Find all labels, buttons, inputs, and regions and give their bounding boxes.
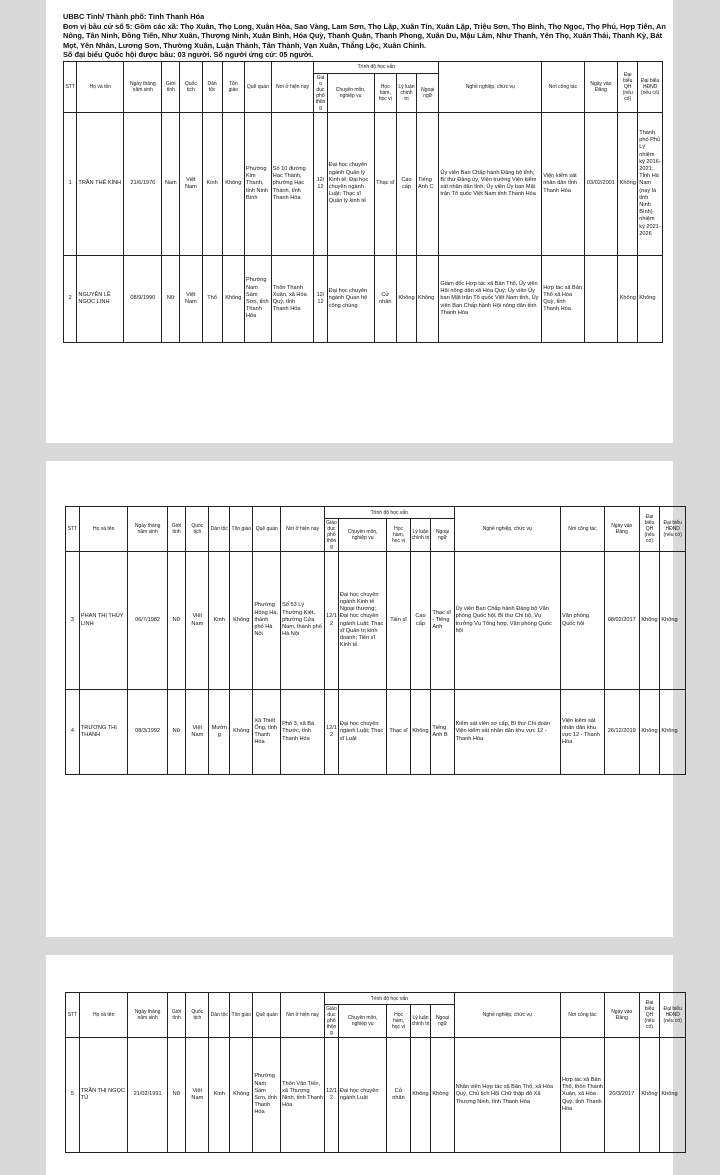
column-header-party_date: Ngày vào Đảng bbox=[604, 507, 639, 552]
column-header-political: Lý luận chính trị bbox=[410, 1005, 431, 1038]
cell-stt: 1 bbox=[64, 112, 77, 255]
cell-ethnicity: Kinh bbox=[209, 1038, 230, 1153]
cell-na-delegate: Không bbox=[639, 552, 660, 690]
unit-title: UBBC Tỉnh/ Thành phố: Tỉnh Thanh Hóa bbox=[63, 12, 205, 21]
column-header-degree: Học hàm, học vị bbox=[374, 73, 396, 112]
cell-general-edu: 12/12 bbox=[314, 255, 327, 342]
cell-name: TRƯƠNG THỊ THANH bbox=[79, 690, 128, 775]
cell-party-date: 03/02/2001 bbox=[584, 112, 618, 255]
cell-dob: 08/9/1990 bbox=[124, 255, 162, 342]
cell-occupation: Nhân viên Hợp tác xã Bản Thổ, xã Hóa Quỳ, Chủ tịch Hội Chữ thập đỏ Xã Thượng Ninh, tỉnh Thanh Hóa bbox=[454, 1038, 560, 1153]
column-header-workplace: Nơi công tác bbox=[560, 507, 604, 552]
column-header-pc_delegate: Đại biểu HĐND (nếu có) bbox=[660, 993, 686, 1038]
column-header-nationality: Quốc tịch bbox=[186, 993, 209, 1038]
cell-specialty: Đại học chuyên ngành Kinh tế Ngoại thương; Đại học chuyên ngành Luật; Thạc sĩ Quản trị kinh doanh; Tiến sĩ Kinh tế bbox=[338, 552, 387, 690]
cell-specialty: Đại học chuyên ngành Luật; Thạc sĩ Luật bbox=[338, 690, 387, 775]
cell-gender: Nữ bbox=[167, 690, 186, 775]
cell-specialty: Đại học chuyên ngành Luật bbox=[338, 1038, 387, 1153]
candidate-row bbox=[66, 1038, 686, 1153]
cell-stt: 3 bbox=[66, 552, 80, 690]
cell-occupation: Kiểm sát viên sơ cấp, Bí thư Chi đoàn Viện kiểm sát nhân dân khu vực 12 - Thanh Hóa bbox=[454, 690, 560, 775]
cell-political: Không bbox=[410, 690, 431, 775]
column-header-ethnicity: Dân tộc bbox=[209, 993, 230, 1038]
cell-na-delegate: Không bbox=[618, 255, 638, 342]
column-header-na_delegate: Đại biểu QH (nếu có) bbox=[639, 507, 660, 552]
column-header-occupation: Nghề nghiệp, chức vụ bbox=[439, 61, 542, 112]
cell-degree: Thạc sĩ bbox=[374, 112, 396, 255]
cell-workplace: Viện kiểm sát nhân dân khu vực 12 - Thanh Hóa bbox=[560, 690, 604, 775]
column-header-na_delegate: Đại biểu QH (nếu có) bbox=[618, 61, 638, 112]
cell-language: Tiếng Anh B bbox=[431, 690, 454, 775]
column-header-name: Họ và tên bbox=[77, 61, 124, 112]
column-header-gender: Giới tính bbox=[162, 61, 180, 112]
cell-residence: Số 10 đường Hạc Thành, phường Hạc Thành, tỉnh Thanh Hóa bbox=[271, 112, 313, 255]
cell-na-delegate: Không bbox=[639, 1038, 660, 1153]
cell-specialty: Đại học chuyên ngành Quản lý Kinh tế; Đại học chuyên ngành Luật; Thạc sĩ Quản lý kinh tế bbox=[327, 112, 374, 255]
column-header-education: Trình độ học vấn bbox=[325, 993, 455, 1005]
cell-gender: Nữ bbox=[162, 255, 180, 342]
cell-language: Thạc sĩ - Tiếng Anh bbox=[431, 552, 454, 690]
column-header-occupation: Nghề nghiệp, chức vụ bbox=[454, 993, 560, 1038]
document-page-3 bbox=[46, 955, 682, 1175]
column-header-hometown: Quê quán bbox=[244, 61, 271, 112]
column-header-gender: Giới tính bbox=[167, 993, 186, 1038]
cell-political: Không bbox=[396, 255, 416, 342]
column-header-religion: Tôn giáo bbox=[230, 507, 253, 552]
cell-language: Không bbox=[431, 1038, 454, 1153]
cell-degree: Cử nhân bbox=[387, 1038, 410, 1153]
cell-party-date: 26/12/2019 bbox=[604, 690, 639, 775]
candidate-row bbox=[66, 690, 686, 775]
cell-language: Tiếng Anh C bbox=[417, 112, 439, 255]
cell-hometown: Phường Kim Thanh, tỉnh Ninh Bình bbox=[244, 112, 271, 255]
cell-dob: 08/3/1992 bbox=[128, 690, 167, 775]
cell-hometown: Phường Hồng Hà, thành phố Hà Nội bbox=[253, 552, 281, 690]
cell-residence: Phố 3, xã Bá Thước, tỉnh Thanh Hóa bbox=[281, 690, 325, 775]
cell-general-edu: 12/12 bbox=[325, 552, 339, 690]
cell-pc-delegate: Thành phố Phủ Lý nhiệm kỳ 2016-2021; Tỉnh Hà Nam (nay là tỉnh Ninh Bình) nhiệm kỳ 2021-2026 bbox=[638, 112, 663, 255]
cell-party-date bbox=[584, 255, 618, 342]
cell-dob: 21/02/1991 bbox=[128, 1038, 167, 1153]
cell-religion: Không bbox=[222, 112, 244, 255]
column-header-degree: Học hàm, học vị bbox=[387, 519, 410, 552]
cell-dob: 06/7/1982 bbox=[128, 552, 167, 690]
cell-name: PHAN THỊ THÙY LINH bbox=[79, 552, 128, 690]
cell-ethnicity: Kinh bbox=[202, 112, 222, 255]
candidate-row bbox=[64, 112, 663, 255]
column-header-dob: Ngày tháng năm sinh bbox=[128, 993, 167, 1038]
cell-religion: Không bbox=[230, 552, 253, 690]
column-header-stt: STT bbox=[66, 993, 80, 1038]
cell-religion: Không bbox=[230, 1038, 253, 1153]
seat-summary: Số đại biểu Quốc hội được bầu: 03 người. Số người ứng cử: 05 người. bbox=[63, 50, 314, 60]
column-header-na_delegate: Đại biểu QH (nếu có) bbox=[639, 993, 660, 1038]
column-header-party_date: Ngày vào Đảng bbox=[604, 993, 639, 1038]
cell-name: NGUYỄN LÊ NGỌC LINH bbox=[77, 255, 124, 342]
column-header-general_edu: Giáo dục phổ thông bbox=[326, 1006, 337, 1036]
column-header-dob: Ngày tháng năm sinh bbox=[128, 507, 167, 552]
cell-religion: Không bbox=[222, 255, 244, 342]
cell-workplace: Văn phòng Quốc hội bbox=[560, 552, 604, 690]
cell-pc-delegate: Không bbox=[660, 1038, 686, 1153]
cell-stt: 2 bbox=[64, 255, 77, 342]
cell-gender: Nam bbox=[162, 112, 180, 255]
column-header-political: Lý luận chính trị bbox=[410, 519, 431, 552]
column-header-workplace: Nơi công tác bbox=[560, 993, 604, 1038]
document-page-2 bbox=[46, 461, 682, 937]
cell-political: Không bbox=[410, 1038, 431, 1153]
cell-religion: Không bbox=[230, 690, 253, 775]
column-header-stt: STT bbox=[66, 507, 80, 552]
column-header-general_edu: Giáo dục phổ thông bbox=[315, 74, 326, 111]
cell-degree: Cử nhân bbox=[374, 255, 396, 342]
column-header-residence: Nơi ở hiện nay bbox=[281, 507, 325, 552]
cell-degree: Tiến sĩ bbox=[387, 552, 410, 690]
cell-hometown: Xã Thiết Ống, tỉnh Thanh Hóa bbox=[253, 690, 281, 775]
column-header-religion: Tôn giáo bbox=[230, 993, 253, 1038]
cell-nationality: Việt Nam bbox=[186, 552, 209, 690]
column-header-party_date: Ngày vào Đảng bbox=[584, 61, 618, 112]
cell-specialty: Đại học chuyên ngành Quan hệ công chúng bbox=[327, 255, 374, 342]
cell-pc-delegate: Không bbox=[638, 255, 663, 342]
column-header-religion: Tôn giáo bbox=[222, 61, 244, 112]
column-header-pc_delegate: Đại biểu HĐND (nếu có) bbox=[638, 61, 663, 112]
cell-residence: Số 53 Lý Thường Kiệt, phường Cửa Nam, thành phố Hà Nội bbox=[281, 552, 325, 690]
column-header-language: Ngoại ngữ bbox=[417, 73, 439, 112]
candidate-row bbox=[66, 552, 686, 690]
cell-occupation: Giám đốc Hợp tác xã Bản Thổ, Ủy viên Hội nông dân xã Hóa Quỳ; Ủy viên Ủy ban Mặt trận Tổ quốc Việt Nam tỉnh, Ủy viên Ban Chấp hành Hội nông dân tỉnh Thanh Hóa bbox=[439, 255, 542, 342]
column-header-gender: Giới tính bbox=[167, 507, 186, 552]
cell-nationality: Việt Nam bbox=[180, 112, 202, 255]
column-header-education: Trình độ học vấn bbox=[325, 507, 455, 519]
column-header-dob: Ngày tháng năm sinh bbox=[124, 61, 162, 112]
cell-language: Không bbox=[417, 255, 439, 342]
document-page-1 bbox=[46, 0, 673, 443]
candidate-table bbox=[65, 992, 686, 1153]
column-header-political: Lý luận chính trị bbox=[396, 73, 416, 112]
column-header-ethnicity: Dân tộc bbox=[209, 507, 230, 552]
column-header-pc_delegate: Đại biểu HĐND (nếu có) bbox=[660, 507, 686, 552]
column-header-nationality: Quốc tịch bbox=[186, 507, 209, 552]
cell-degree: Thạc sĩ bbox=[387, 690, 410, 775]
cell-occupation: Ủy viên Ban Chấp hành Đảng bộ tỉnh; Bí thư Đảng ủy, Viện trưởng Viện kiểm sát nhân dân tỉnh; Ủy viên Ủy ban Mặt trận Tổ quốc Việt Nam tỉnh Thanh Hóa bbox=[439, 112, 542, 255]
cell-party-date: 08/02/2017 bbox=[604, 552, 639, 690]
cell-nationality: Việt Nam bbox=[186, 1038, 209, 1153]
cell-hometown: Phường Nam Sầm Sơn, tỉnh Thanh Hóa bbox=[244, 255, 271, 342]
cell-gender: Nữ bbox=[167, 1038, 186, 1153]
cell-name: TRẦN THỊ NGỌC TÚ bbox=[79, 1038, 128, 1153]
column-header-ethnicity: Dân tộc bbox=[202, 61, 222, 112]
cell-workplace: Hợp tác xã Bản Thổ xã Hóa Quỳ, tỉnh Thanh Hóa bbox=[542, 255, 584, 342]
cell-workplace: Hợp tác xã Bản Thổ, thôn Thanh Xuân, xã Hóa Quỳ, tỉnh Thanh Hóa bbox=[560, 1038, 604, 1153]
cell-stt: 4 bbox=[66, 690, 80, 775]
candidate-table bbox=[63, 61, 663, 343]
cell-dob: 21/6/1976 bbox=[124, 112, 162, 255]
column-header-language: Ngoại ngữ bbox=[431, 1005, 454, 1038]
cell-ethnicity: Kinh bbox=[209, 552, 230, 690]
cell-political: Cao cấp bbox=[396, 112, 416, 255]
district-description: Đơn vị bầu cử số 5: Gồm các xã: Thọ Xuân, Thọ Long, Xuân Hòa, Sao Vàng, Lam Sơn, Thọ Lập, Xuân Tín, Xuân Lập, Triệu Sơn, Thọ Bình, Thọ Ngọc, Thọ Phú, Hợp Tiến, An Nông, Tân Ninh, Đồng Tiến, Như Xuân, Thượng Ninh, Xuân Bình, Hóa Quỳ, Thanh Quân, Thanh Phong, Xuân Du, Mậu Lâm, Như Thanh, Yên Thọ, Xuân Thái, Thanh Kỳ, Bát Mọt, Yên Nhân, Lương Sơn, Thường Xuân, Luận Thành, Tân Thành, Vạn Xuân, Thắng Lộc, Xuân Chinh. bbox=[63, 21, 666, 50]
cell-ethnicity: Thổ bbox=[202, 255, 222, 342]
cell-name: TRẦN THẾ KÍNH bbox=[77, 112, 124, 255]
column-header-residence: Nơi ở hiện nay bbox=[281, 993, 325, 1038]
cell-general-edu: 12/12 bbox=[325, 690, 339, 775]
cell-political: Cao cấp bbox=[410, 552, 431, 690]
column-header-stt: STT bbox=[64, 61, 77, 112]
cell-pc-delegate: Không bbox=[660, 552, 686, 690]
cell-na-delegate: Không bbox=[639, 690, 660, 775]
column-header-education: Trình độ học vấn bbox=[314, 61, 439, 73]
cell-nationality: Việt Nam bbox=[186, 690, 209, 775]
cell-general-edu: 12/12 bbox=[325, 1038, 339, 1153]
cell-residence: Thôn Văn Tiến, xã Thượng Ninh, tỉnh Thanh Hóa bbox=[281, 1038, 325, 1153]
column-header-nationality: Quốc tịch bbox=[180, 61, 202, 112]
candidate-table bbox=[65, 506, 686, 775]
column-header-degree: Học hàm, học vị bbox=[387, 1005, 410, 1038]
column-header-specialty: Chuyên môn, nghiệp vụ bbox=[327, 73, 374, 112]
cell-party-date: 20/3/2017 bbox=[604, 1038, 639, 1153]
cell-residence: Thôn Thanh Xuân, xã Hóa Quỳ, tỉnh Thanh Hóa bbox=[271, 255, 313, 342]
column-header-specialty: Chuyên môn, nghiệp vụ bbox=[338, 1005, 387, 1038]
cell-hometown: Phường Nam Sầm Sơn, tỉnh Thanh Hóa bbox=[253, 1038, 281, 1153]
cell-ethnicity: Mường bbox=[209, 690, 230, 775]
cell-pc-delegate: Không bbox=[660, 690, 686, 775]
cell-gender: Nữ bbox=[167, 552, 186, 690]
cell-nationality: Việt Nam bbox=[180, 255, 202, 342]
cell-na-delegate: Không bbox=[618, 112, 638, 255]
column-header-language: Ngoại ngữ bbox=[431, 519, 454, 552]
cell-general-edu: 12/12 bbox=[314, 112, 327, 255]
column-header-residence: Nơi ở hiện nay bbox=[271, 61, 313, 112]
candidate-row bbox=[64, 255, 663, 342]
column-header-workplace: Nơi công tác bbox=[542, 61, 584, 112]
column-header-occupation: Nghề nghiệp, chức vụ bbox=[454, 507, 560, 552]
column-header-general_edu: Giáo dục phổ thông bbox=[326, 520, 337, 550]
cell-stt: 5 bbox=[66, 1038, 80, 1153]
column-header-specialty: Chuyên môn, nghiệp vụ bbox=[338, 519, 387, 552]
column-header-name: Họ và tên bbox=[79, 993, 128, 1038]
column-header-hometown: Quê quán bbox=[253, 507, 281, 552]
column-header-hometown: Quê quán bbox=[253, 993, 281, 1038]
column-header-name: Họ và tên bbox=[79, 507, 128, 552]
cell-workplace: Viện kiểm sát nhân dân tỉnh Thanh Hóa bbox=[542, 112, 584, 255]
cell-occupation: Ủy viên Ban Chấp hành Đảng bộ Văn phòng Quốc hội, Bí thư Chi bộ, Vụ trưởng Vụ Tổng hợp, Văn phòng Quốc hội bbox=[454, 552, 560, 690]
